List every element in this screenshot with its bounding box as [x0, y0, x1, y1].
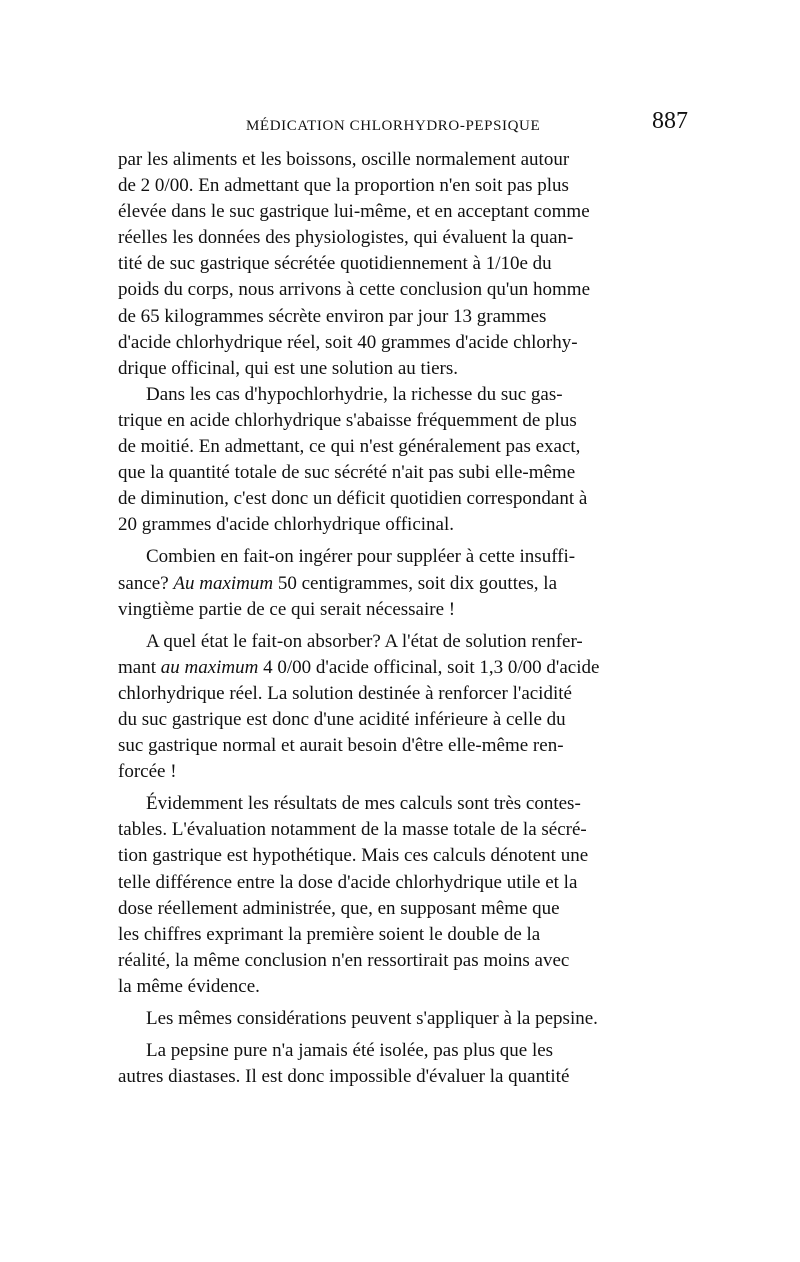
- running-title: MÉDICATION CHLORHYDRO-PEPSIQUE: [246, 118, 541, 134]
- text-line: poids du corps, nous arrivons à cette conclusion qu'un homme: [118, 279, 591, 301]
- text-line: A quel état le fait-on absorber? A l'état de solution renfer-: [146, 630, 583, 652]
- text-line: les chiffres exprimant la première soient le double de la: [118, 923, 541, 945]
- text-line: de diminution, c'est donc un déficit quotidien correspondant à: [118, 488, 588, 510]
- text-line: réalité, la même conclusion n'en ressortirait pas moins avec: [118, 949, 570, 971]
- page-header: [118, 108, 688, 148]
- text-line: forcée !: [118, 761, 177, 783]
- text-line: Évidemment les résultats de mes calculs sont très contes-: [146, 793, 581, 815]
- text-line: tité de suc gastrique sécrétée quotidiennement à 1/10e du: [118, 253, 552, 275]
- text-line: autres diastases. Il est donc impossible d'évaluer la quantité: [118, 1066, 570, 1088]
- text-line: par les aliments et les boissons, oscille normalement autour: [118, 149, 570, 170]
- paragraph: [118, 1038, 680, 1090]
- text-line: réelles les données des physiologistes, qui évaluent la quan-: [118, 227, 574, 249]
- paragraph: [118, 147, 680, 382]
- text-line: vingtième partie de ce qui serait nécessaire !: [118, 598, 456, 620]
- paragraph: [118, 1006, 680, 1032]
- paragraph: [118, 791, 680, 1000]
- text-line: de moitié. En admettant, ce qui n'est généralement pas exact,: [118, 436, 581, 458]
- text-line: drique officinal, qui est une solution au tiers.: [118, 357, 458, 379]
- text-line: Combien en fait-on ingérer pour suppléer à cette insuffi-: [146, 546, 576, 568]
- text-line: 20 grammes d'acide chlorhydrique officinal.: [118, 514, 454, 536]
- text-line: Dans les cas d'hypochlorhydrie, la richesse du suc gas-: [146, 383, 563, 405]
- text-line: de 2 0/00. En admettant que la proportion n'en soit pas plus: [118, 175, 569, 197]
- page-number: 887: [652, 108, 688, 134]
- text-line: tables. L'évaluation notamment de la masse totale de la sécré-: [118, 819, 587, 841]
- paragraph: [118, 544, 680, 622]
- text-line: mant au maximum 4 0/00 d'acide officinal, soit 1,3 0/00 d'acide: [118, 656, 600, 678]
- text-line: élevée dans le suc gastrique lui-même, et en acceptant comme: [118, 201, 590, 223]
- paragraph: [118, 629, 680, 786]
- text-line: trique en acide chlorhydrique s'abaisse fréquemment de plus: [118, 409, 577, 431]
- body-text: [118, 147, 680, 1090]
- text-line: telle différence entre la dose d'acide chlorhydrique utile et la: [118, 871, 578, 893]
- text-line: du suc gastrique est donc d'une acidité inférieure à celle du: [118, 708, 566, 730]
- text-line: la même évidence.: [118, 975, 260, 997]
- text-line: suc gastrique normal et aurait besoin d'être elle-même ren-: [118, 735, 564, 757]
- text-line: tion gastrique est hypothétique. Mais ces calculs dénotent une: [118, 845, 589, 867]
- text-line: La pepsine pure n'a jamais été isolée, pas plus que les: [146, 1040, 554, 1062]
- text-line: de 65 kilogrammes sécrète environ par jour 13 grammes: [118, 305, 547, 327]
- text-line: sance? Au maximum 50 centigrammes, soit dix gouttes, la: [118, 572, 558, 594]
- paragraph: [118, 382, 680, 539]
- text-line: dose réellement administrée, que, en supposant même que: [118, 897, 560, 919]
- text-line: d'acide chlorhydrique réel, soit 40 grammes d'acide chlorhy-: [118, 331, 578, 353]
- text-line: que la quantité totale de suc sécrété n'ait pas subi elle-même: [118, 462, 576, 484]
- text-line: chlorhydrique réel. La solution destinée à renforcer l'acidité: [118, 682, 572, 704]
- text-line: Les mêmes considérations peuvent s'appliquer à la pepsine.: [146, 1008, 598, 1029]
